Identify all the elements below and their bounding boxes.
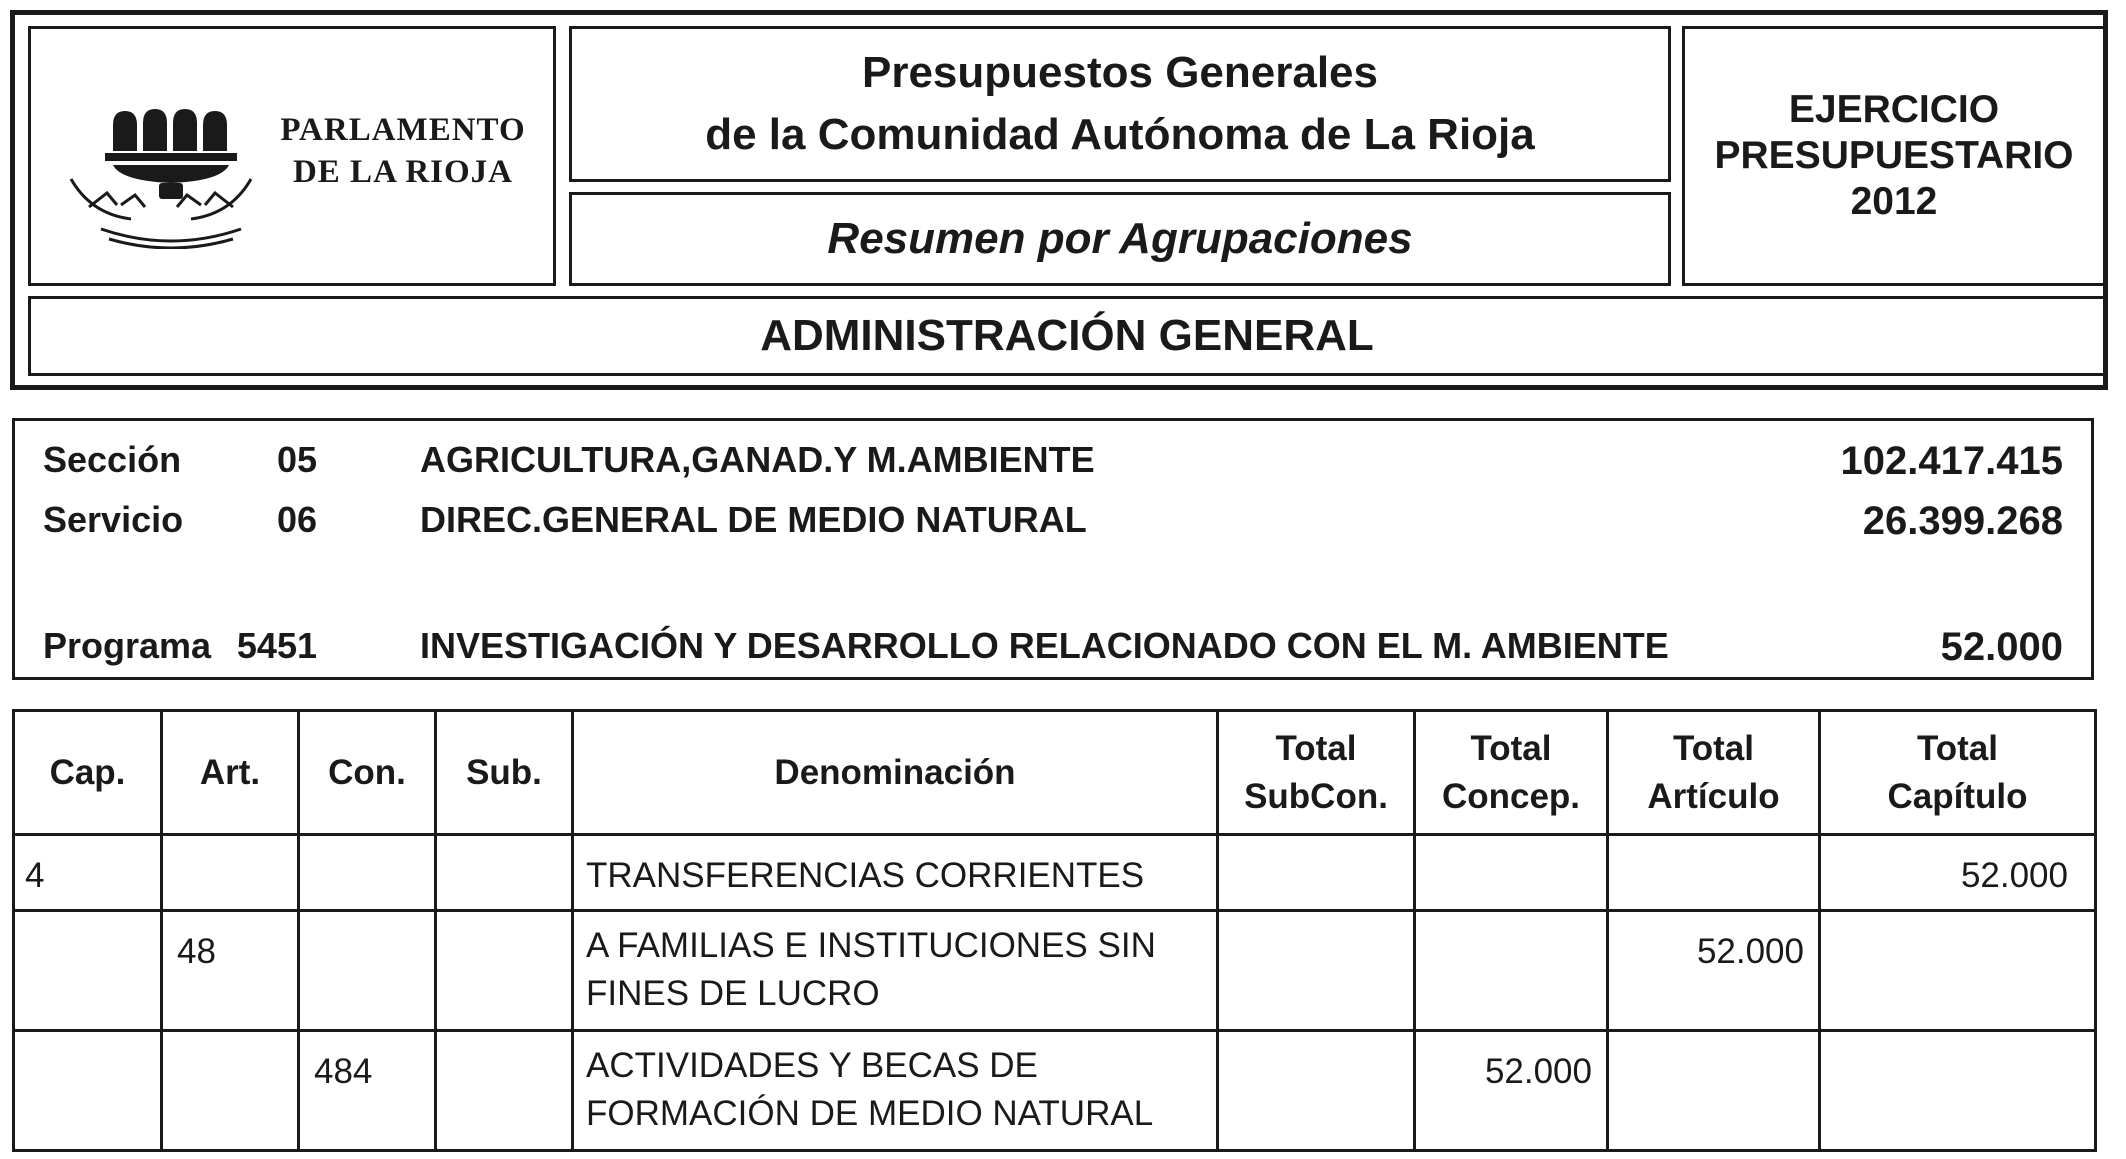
seccion-label: Sección — [43, 439, 182, 480]
cell-cap — [14, 1031, 162, 1151]
cell-denominacion — [573, 911, 1218, 1031]
header-cap: Cap. — [14, 711, 162, 835]
denominacion-line1: ACTIVIDADES Y BECAS DE — [586, 1046, 1038, 1085]
ejercicio-panel — [1682, 26, 2106, 286]
table-row — [14, 835, 2096, 911]
header-total-concep-line1: Total — [1470, 728, 1552, 768]
cell-total-articulo — [1608, 1031, 1820, 1151]
cell-total-capitulo — [1820, 1031, 2096, 1151]
info-panel — [12, 418, 2094, 680]
table-header-row — [14, 711, 2096, 835]
table-row — [14, 911, 2096, 1031]
page-subtitle: Resumen por Agrupaciones — [827, 214, 1413, 263]
denominacion-line1: TRANSFERENCIAS CORRIENTES — [586, 856, 1145, 895]
programa-row — [15, 625, 2091, 675]
header-con: Con. — [299, 711, 436, 835]
cell-art — [162, 835, 299, 911]
header-total-subcon — [1218, 711, 1415, 835]
cell-art — [162, 1031, 299, 1151]
header-total-capitulo-line1: Total — [1916, 728, 1998, 768]
header-total-articulo-line2: Artículo — [1647, 776, 1780, 816]
programa-amount: 52.000 — [1940, 625, 2063, 669]
cell-con: 484 — [299, 1031, 436, 1151]
cell-total-subcon — [1218, 835, 1415, 911]
ejercicio-year: 2012 — [1850, 180, 1938, 223]
cell-denominacion — [573, 835, 1218, 911]
parliament-emblem-icon — [61, 79, 261, 249]
servicio-code: 06 — [276, 499, 317, 540]
cell-sub — [436, 911, 573, 1031]
denominacion-line2: FINES DE LUCRO — [586, 974, 880, 1013]
servicio-row — [15, 499, 2091, 549]
cell-total-capitulo — [1820, 911, 2096, 1031]
budget-table — [12, 709, 2097, 1152]
header-total-subcon-line1: Total — [1275, 728, 1357, 768]
cell-con — [299, 835, 436, 911]
programa-description: INVESTIGACIÓN Y DESARROLLO RELACIONADO CON EL M. AMBIENTE — [420, 625, 1669, 666]
parliament-name — [253, 109, 553, 193]
seccion-code: 05 — [276, 439, 317, 480]
servicio-label: Servicio — [43, 499, 184, 540]
denominacion-line2: FORMACIÓN DE MEDIO NATURAL — [586, 1094, 1154, 1133]
servicio-description: DIREC.GENERAL DE MEDIO NATURAL — [420, 499, 1087, 540]
cell-sub — [436, 1031, 573, 1151]
logo-panel — [28, 26, 556, 286]
seccion-description: AGRICULTURA,GANAD.Y M.AMBIENTE — [420, 439, 1095, 480]
cell-total-subcon — [1218, 911, 1415, 1031]
admin-title: ADMINISTRACIÓN GENERAL — [760, 311, 1374, 360]
ejercicio-line1: EJERCICIO — [1788, 88, 2000, 131]
header-total-concep — [1415, 711, 1608, 835]
header-denominacion: Denominación — [573, 711, 1218, 835]
ejercicio-label — [1715, 87, 2074, 225]
header-total-articulo-line1: Total — [1672, 728, 1754, 768]
seccion-row — [15, 439, 2091, 489]
programa-label: Programa — [43, 625, 212, 666]
seccion-amount: 102.417.415 — [1840, 439, 2063, 483]
servicio-amount: 26.399.268 — [1862, 499, 2063, 543]
table-row — [14, 1031, 2096, 1151]
title-panel — [569, 26, 1671, 182]
parliament-name-line1: PARLAMENTO — [280, 112, 526, 148]
admin-panel — [28, 296, 2106, 376]
cell-total-articulo: 52.000 — [1608, 911, 1820, 1031]
subtitle-panel — [569, 192, 1671, 286]
cell-art: 48 — [162, 911, 299, 1031]
cell-total-concep: 52.000 — [1415, 1031, 1608, 1151]
cell-cap — [14, 911, 162, 1031]
page-title — [705, 42, 1535, 166]
ejercicio-line2: PRESUPUESTARIO — [1714, 134, 2074, 177]
header-total-capitulo-line2: Capítulo — [1887, 776, 2028, 816]
cell-total-concep — [1415, 835, 1608, 911]
header-total-concep-line2: Concep. — [1441, 776, 1581, 816]
cell-sub — [436, 835, 573, 911]
cell-cap: 4 — [14, 835, 162, 911]
cell-denominacion — [573, 1031, 1218, 1151]
cell-total-capitulo: 52.000 — [1820, 835, 2096, 911]
title-line2: de la Comunidad Autónoma de La Rioja — [705, 110, 1535, 159]
header-total-subcon-line2: SubCon. — [1244, 776, 1388, 816]
header-sub: Sub. — [436, 711, 573, 835]
cell-con — [299, 911, 436, 1031]
header-total-articulo — [1608, 711, 1820, 835]
denominacion-line1: A FAMILIAS E INSTITUCIONES SIN — [586, 926, 1156, 965]
header-total-capitulo — [1820, 711, 2096, 835]
programa-code: 5451 — [236, 625, 317, 666]
cell-total-subcon — [1218, 1031, 1415, 1151]
cell-total-concep — [1415, 911, 1608, 1031]
cell-total-articulo — [1608, 835, 1820, 911]
header-art: Art. — [162, 711, 299, 835]
title-line1: Presupuestos Generales — [861, 48, 1378, 97]
parliament-name-line2: DE LA RIOJA — [292, 154, 514, 190]
